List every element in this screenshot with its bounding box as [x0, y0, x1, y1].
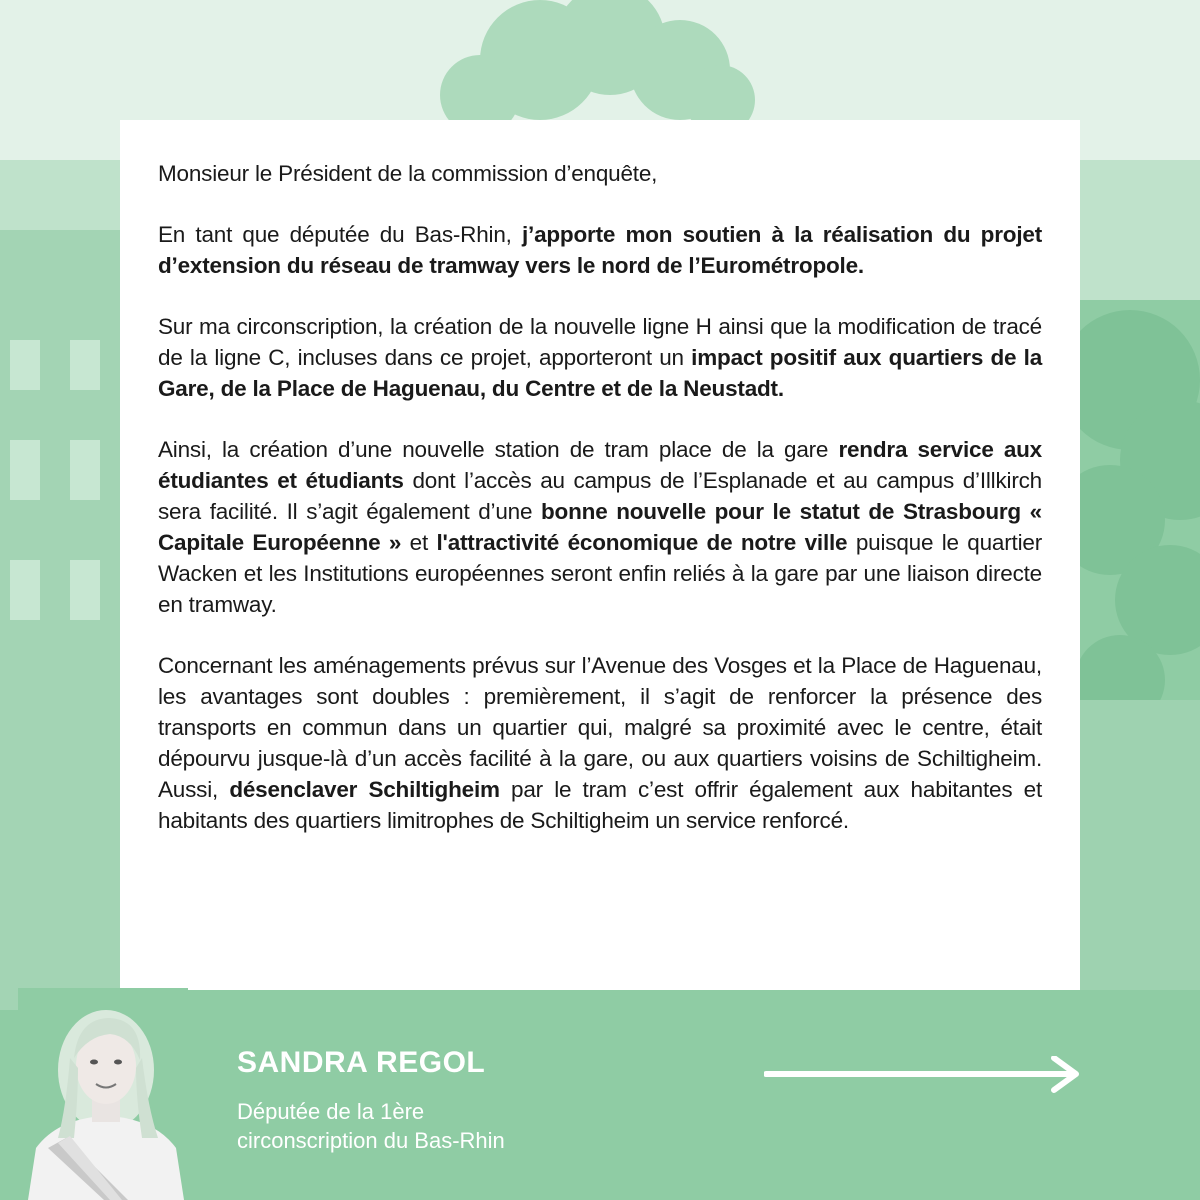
paragraph-text: puisque le quartier Wacken et les Institutions européennes seront enfin reliés à la gare par une liaison directe en tramway.	[158, 530, 1042, 617]
portrait-illustration	[18, 988, 188, 1200]
paragraph-text: En tant que députée du Bas-Rhin,	[158, 222, 522, 247]
paragraph-text: Sur ma circonscription, la création de la nouvelle ligne H ainsi que la modification de tracé de la ligne C, incluses dans ce projet, apporteront un	[158, 314, 1042, 370]
paragraph-bold-text: rendra service aux étudiantes et étudiants	[158, 437, 1042, 493]
role-line: Députée de la 1ère	[237, 1099, 425, 1124]
paragraph-text: par le tram c’est offrir également aux habitantes et habitants des quartiers limitrophes de Schiltigheim un service renforcé.	[158, 777, 1042, 833]
signatory-name: SANDRA REGOL	[237, 1046, 486, 1079]
paragraph-bold-text: bonne nouvelle pour le statut de Strasbourg « Capitale Européenne »	[158, 499, 1042, 555]
letter-card	[120, 120, 1080, 990]
avatar	[18, 988, 188, 1200]
letter-paragraph-2	[158, 311, 1042, 404]
letter-paragraph-4	[158, 650, 1042, 836]
signatory-role	[237, 1097, 657, 1155]
arrow-right-icon	[764, 1056, 1084, 1096]
paragraph-bold-text: l'attractivité économique de notre ville	[436, 530, 848, 555]
paragraph-bold-text: impact positif aux quartiers de la Gare, de la Place de Haguenau, du Centre et de la Neustadt.	[158, 345, 1043, 401]
paragraph-text: dont l’accès au campus de l’Esplanade et au campus d’Illkirch sera facilité. Il s’agit également d’une	[158, 468, 1042, 524]
paragraph-bold-text: j’apporte mon soutien à la réalisation du projet d’extension du réseau de tramway vers le nord de l’Eurométropole.	[158, 222, 1042, 278]
paragraph-text: Concernant les aménagements prévus sur l’Avenue des Vosges et la Place de Haguenau, les avantages sont doubles : premièrement, il s’agit de renforcer la présence des transports en commun dans un quartier qui, malgré sa proximité avec le centre, était dépourvu jusque-là d’un accès facilité à la gare, ou aux quartiers voisins de Schiltigheim. Aussi,	[158, 653, 1042, 802]
letter-salutation: Monsieur le Président de la commission d’enquête,	[158, 161, 658, 186]
paragraph-text: Ainsi, la création d’une nouvelle station de tram place de la gare	[158, 437, 839, 462]
role-line: circonscription du Bas-Rhin	[237, 1128, 505, 1153]
paragraph-text: et	[401, 530, 437, 555]
letter-paragraph-1	[158, 219, 1042, 281]
paragraph-bold-text: désenclaver Schiltigheim	[229, 777, 500, 802]
letter-paragraph-3	[158, 434, 1042, 620]
